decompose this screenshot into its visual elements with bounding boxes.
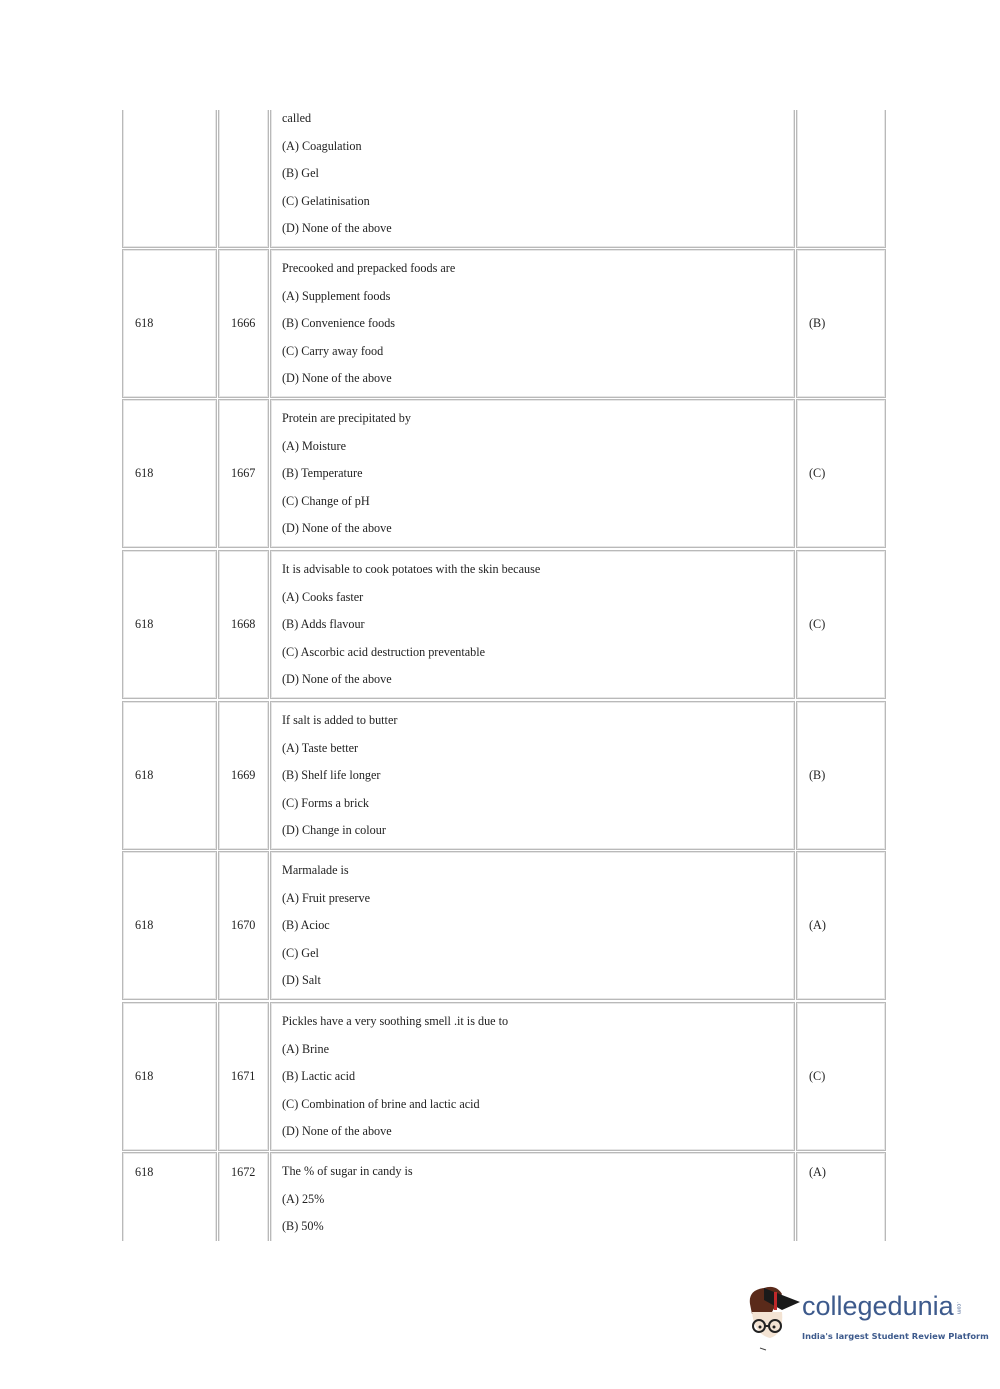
question-number-cell <box>218 1002 269 1151</box>
answer: (C) <box>809 617 826 631</box>
question-number: 1671 <box>231 1069 256 1083</box>
question-line: Pickles have a very soothing smell .it is due to <box>282 1014 509 1028</box>
question-line: (B) Convenience foods <box>282 316 396 331</box>
question-line: (A) Supplement foods <box>282 288 391 303</box>
question-line: Marmalade is <box>282 863 349 877</box>
question-line: (C) Ascorbic acid destruction preventable <box>282 644 486 659</box>
table-row <box>122 701 886 850</box>
question-line: Precooked and prepacked foods are <box>282 261 456 275</box>
answer-cell <box>796 851 886 1000</box>
table-row <box>122 1002 886 1151</box>
unit-number: 618 <box>135 1069 154 1083</box>
answer-cell <box>796 1002 886 1151</box>
table-row <box>122 1152 886 1241</box>
question-line: (C) Forms a brick <box>282 795 369 810</box>
question-cell <box>270 701 795 850</box>
answer-cell <box>796 1152 886 1241</box>
brand-wordmark <box>802 1290 962 1322</box>
table-row <box>122 851 886 1000</box>
question-line: (C) Gelatinisation <box>282 193 370 208</box>
unit-cell <box>122 1002 217 1151</box>
unit-cell <box>122 1152 217 1241</box>
question-line: (A) Moisture <box>282 438 346 453</box>
question-line: It is advisable to cook potatoes with the skin because <box>282 562 541 576</box>
question-cell <box>270 1002 795 1151</box>
unit-number: 618 <box>135 466 154 480</box>
question-cell <box>270 249 795 398</box>
question-line: If salt is added to butter <box>282 713 398 727</box>
answer: (A) <box>809 1165 826 1179</box>
question-cell <box>270 851 795 1000</box>
answer-cell <box>796 399 886 548</box>
question-line: (A) Brine <box>282 1041 330 1056</box>
question-cell <box>270 1152 795 1241</box>
question-line: (D) None of the above <box>282 1124 392 1139</box>
table-row <box>122 249 886 398</box>
question-line: (D) None of the above <box>282 371 392 386</box>
unit-number: 618 <box>135 1165 154 1179</box>
question-number-cell <box>218 701 269 850</box>
question-line: (B) Adds flavour <box>282 617 365 632</box>
question-line: (A) Fruit preserve <box>282 890 370 905</box>
question-line: (D) None of the above <box>282 521 392 536</box>
question-line: Protein are precipitated by <box>282 411 411 425</box>
unit-cell <box>122 851 217 1000</box>
table-cell <box>796 110 886 248</box>
unit-number: 618 <box>135 617 154 631</box>
answer: (B) <box>809 316 826 330</box>
answer-cell <box>796 550 886 699</box>
mascot-icon <box>742 1282 802 1352</box>
question-line: (A) 25% <box>282 1191 325 1206</box>
unit-number: 618 <box>135 768 154 782</box>
question-line: (B) Lactic acid <box>282 1069 356 1084</box>
question-line: (B) Shelf life longer <box>282 768 381 783</box>
question-line: (D) None of the above <box>282 221 392 236</box>
question-table <box>122 110 886 1241</box>
question-line: (B) 50% <box>282 1219 324 1234</box>
brand-name: collegedunia <box>802 1291 954 1321</box>
question-line: (D) Change in colour <box>282 823 386 838</box>
unit-number: 618 <box>135 918 154 932</box>
answer: (C) <box>809 1069 826 1083</box>
question-line: (A) Taste better <box>282 740 359 755</box>
question-line: (B) Gel <box>282 166 319 181</box>
brand-tagline: India's largest Student Review Platform <box>802 1331 989 1341</box>
table-cell <box>122 110 217 248</box>
unit-cell <box>122 249 217 398</box>
question-line: (C) Carry away food <box>282 343 384 358</box>
question-cell <box>270 399 795 548</box>
question-number: 1672 <box>231 1165 256 1179</box>
question-line: (C) Combination of brine and lactic acid <box>282 1096 480 1111</box>
collegedunia-logo <box>742 1282 989 1352</box>
question-number-cell <box>218 1152 269 1241</box>
question-line: (A) Coagulation <box>282 138 362 153</box>
unit-cell <box>122 399 217 548</box>
unit-cell <box>122 701 217 850</box>
unit-cell <box>122 550 217 699</box>
answer-cell <box>796 249 886 398</box>
question-number: 1670 <box>231 918 256 932</box>
question-line: (A) Cooks faster <box>282 589 364 604</box>
answer: (C) <box>809 466 826 480</box>
question-number-cell <box>218 851 269 1000</box>
question-line: (D) Salt <box>282 973 321 988</box>
question-number: 1669 <box>231 768 256 782</box>
question-line: (C) Gel <box>282 945 319 960</box>
answer-cell <box>796 701 886 850</box>
brand-suffix: .com <box>955 1302 962 1315</box>
question-number: 1668 <box>231 617 256 631</box>
question-line: (B) Acioc <box>282 918 330 933</box>
question-line: called <box>282 111 312 125</box>
question-number-cell <box>218 550 269 699</box>
table-row <box>122 399 886 548</box>
unit-number: 618 <box>135 316 154 330</box>
question-line: The % of sugar in candy is <box>282 1164 413 1178</box>
question-number: 1667 <box>231 466 256 480</box>
question-line: (B) Temperature <box>282 466 363 481</box>
question-cell <box>270 550 795 699</box>
question-cell <box>270 110 795 248</box>
question-number: 1666 <box>231 316 256 330</box>
question-line: (C) Change of pH <box>282 493 370 508</box>
question-number-cell <box>218 399 269 548</box>
table-row <box>122 550 886 699</box>
table-cell <box>218 110 269 248</box>
answer: (B) <box>809 768 826 782</box>
table-row-partial <box>122 110 886 248</box>
question-line: (D) None of the above <box>282 672 392 687</box>
question-number-cell <box>218 249 269 398</box>
answer: (A) <box>809 918 826 932</box>
